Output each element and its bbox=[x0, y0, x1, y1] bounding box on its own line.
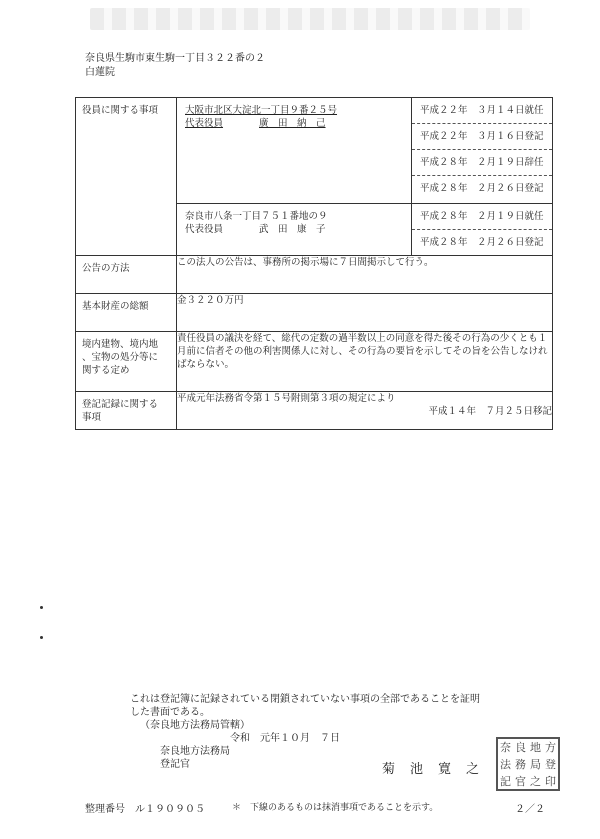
record-content bbox=[177, 392, 553, 430]
certification-line2: した書面である。 bbox=[130, 707, 210, 718]
date-entry: 平成２２年 ３月１６日登記 bbox=[412, 123, 552, 149]
date-entry: 平成２８年 ２月２６日登記 bbox=[412, 229, 552, 255]
record-value: 平成元年法務省令第１５号附則第３項の規定により bbox=[177, 393, 396, 404]
date-entry: 平成２８年 ２月１９日就任 bbox=[420, 211, 544, 222]
header-name: 白蓮院 bbox=[85, 67, 115, 78]
officer-entry-2 bbox=[177, 203, 552, 255]
officer-entry-1 bbox=[177, 98, 552, 203]
date-entry: 平成２８年 ２月２６日登記 bbox=[412, 175, 552, 201]
officer1-name: 廣 田 納 己 bbox=[259, 118, 326, 129]
record-label: 登記記録に関する 事項 bbox=[76, 392, 177, 430]
footer-serial: 整理番号 ル１９０９０５ bbox=[85, 804, 205, 815]
registrar-title: 登記官 bbox=[160, 759, 190, 770]
certification-office: 奈良地方法務局 bbox=[160, 746, 230, 757]
disposal-row bbox=[76, 332, 553, 392]
officers-content bbox=[177, 98, 553, 256]
date-entry: 平成２８年 ２月１９日辞任 bbox=[412, 149, 552, 175]
certification-date: 令和 元年１０月 ７日 bbox=[230, 733, 340, 744]
certification-jurisdiction: （奈良地方法務局管轄） bbox=[140, 720, 250, 731]
officer1-role: 代表役員 bbox=[185, 118, 224, 129]
officers-row bbox=[76, 98, 553, 256]
notice-value: この法人の公告は、事務所の掲示場に７日間掲示して行う。 bbox=[177, 256, 553, 294]
registrar-name: 菊 池 寛 之 bbox=[382, 762, 481, 777]
officer1-dates bbox=[411, 98, 552, 203]
assets-row bbox=[76, 294, 553, 332]
assets-value: 金３２２０万円 bbox=[177, 294, 553, 332]
header-address: 奈良県生駒市東生駒一丁目３２２番の２ bbox=[85, 53, 265, 64]
disposal-value: 責任役員の議決を経て、総代の定数の過半数以上の同意を得た後その行為の少くとも１月前に信者その他の利害関係人に対し、その行為の要旨を示してその旨を公告しなければならない。 bbox=[177, 332, 553, 392]
officer1-address: 大阪市北区大淀北一丁目９番２５号 bbox=[185, 105, 338, 116]
officer2-dates bbox=[411, 204, 552, 255]
officer2-role: 代表役員 bbox=[185, 224, 224, 235]
official-seal: 奈 良 地 方 法 務 局 登 記 官 之 印 bbox=[496, 737, 560, 791]
footer-note: ＊ 下線のあるものは抹消事項であることを示す。 bbox=[232, 803, 439, 813]
record-date: 平成１４年 ７月２５日移記 bbox=[428, 406, 552, 417]
certification-line1: これは登記簿に記録されている閉鎖されていない事項の全部であることを証明 bbox=[130, 694, 480, 705]
record-row bbox=[76, 392, 553, 430]
disposal-label: 境内建物、境内地 、宝物の処分等に 関する定め bbox=[76, 332, 177, 392]
date-entry: 平成２２年 ３月１４日就任 bbox=[420, 105, 544, 116]
officer2-address: 奈良市八条一丁目７５１番地の９ bbox=[185, 211, 328, 222]
assets-label: 基本財産の総額 bbox=[76, 294, 177, 332]
footer-page: ２／２ bbox=[515, 804, 545, 815]
scan-speck bbox=[40, 606, 43, 609]
officer2-name: 武 田 康 子 bbox=[259, 224, 326, 235]
officers-label: 役員に関する事項 bbox=[76, 98, 177, 256]
watermark-band bbox=[90, 8, 530, 30]
notice-row bbox=[76, 256, 553, 294]
scan-speck bbox=[40, 636, 43, 639]
registry-table bbox=[75, 97, 553, 430]
notice-label: 公告の方法 bbox=[76, 256, 177, 294]
